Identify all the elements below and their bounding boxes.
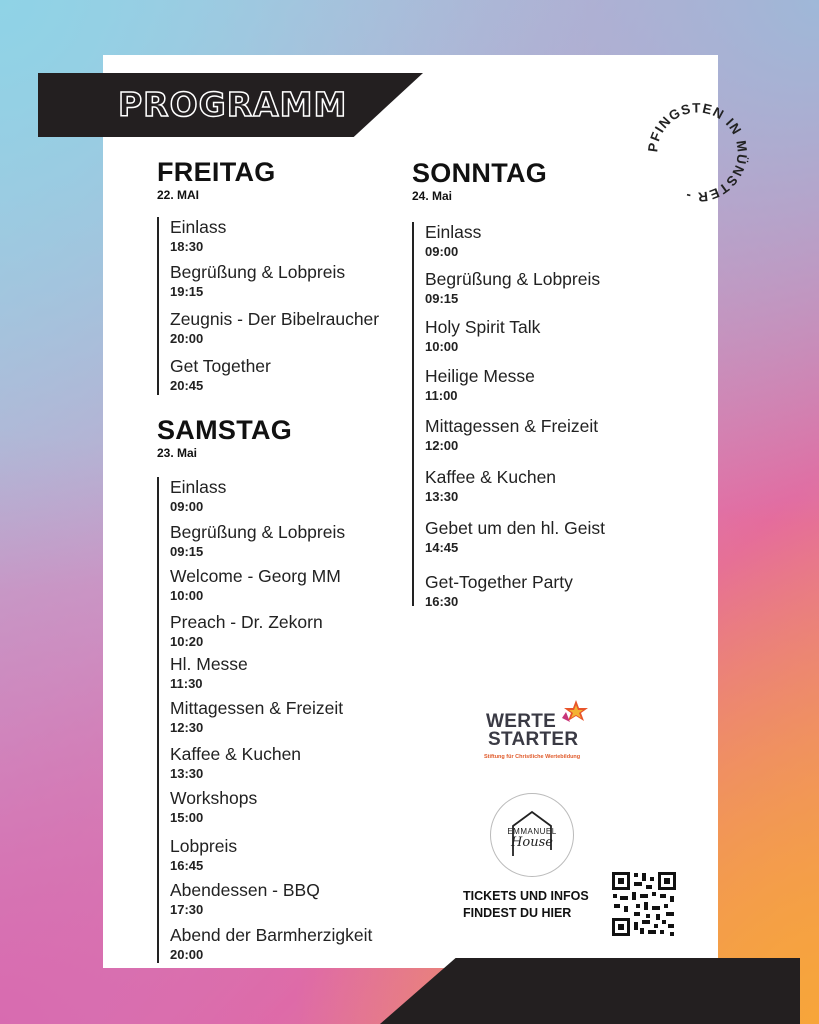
item-name: Lobpreis bbox=[170, 836, 238, 856]
schedule-item bbox=[170, 788, 257, 826]
item-time: 18:30 bbox=[170, 239, 204, 254]
day-saturday-header bbox=[157, 415, 292, 460]
schedule-item bbox=[170, 612, 323, 650]
item-time: 13:30 bbox=[170, 766, 204, 781]
day-sunday-header bbox=[412, 158, 547, 203]
item-name: Heilige Messe bbox=[425, 366, 535, 386]
schedule-item bbox=[170, 477, 226, 515]
item-time: 09:00 bbox=[425, 244, 459, 259]
schedule-item bbox=[170, 836, 237, 874]
werte-tagline: Stiftung für Christliche Wertebildung bbox=[484, 754, 581, 760]
schedule-item bbox=[425, 366, 535, 404]
werte-starter-logo bbox=[486, 713, 578, 749]
item-time: 13:30 bbox=[425, 489, 459, 504]
day-friday-header bbox=[157, 157, 276, 202]
item-name: Welcome - Georg MM bbox=[170, 566, 341, 586]
item-time: 15:00 bbox=[170, 810, 204, 825]
item-time: 20:00 bbox=[170, 947, 204, 962]
qr-code-icon[interactable] bbox=[610, 870, 678, 938]
schedule-item bbox=[425, 572, 573, 610]
item-name: Kaffee & Kuchen bbox=[170, 744, 302, 764]
item-name: Kaffee & Kuchen bbox=[425, 467, 557, 487]
schedule-item bbox=[170, 654, 248, 692]
werte-line1: WERTE bbox=[486, 711, 557, 732]
schedule-item bbox=[425, 467, 556, 505]
day-date: 24. Mai bbox=[412, 189, 453, 203]
item-time: 20:00 bbox=[170, 331, 204, 346]
day-title: SAMSTAG bbox=[157, 415, 293, 445]
schedule-saturday bbox=[157, 477, 373, 963]
item-time: 09:15 bbox=[170, 544, 204, 559]
tickets-line1: TICKETS UND INFOS bbox=[463, 889, 589, 903]
day-title: FREITAG bbox=[157, 157, 276, 187]
day-title: SONNTAG bbox=[412, 158, 548, 188]
schedule-item bbox=[170, 356, 271, 394]
emmanuel-house-logo bbox=[490, 793, 574, 877]
schedule-item bbox=[425, 518, 605, 556]
item-time: 10:00 bbox=[425, 339, 459, 354]
schedule-item bbox=[170, 217, 226, 255]
schedule-item bbox=[170, 309, 379, 347]
schedule-item bbox=[425, 317, 540, 355]
item-name: Einlass bbox=[425, 222, 482, 242]
item-time: 12:30 bbox=[170, 720, 204, 735]
item-name: Begrüßung & Lobpreis bbox=[170, 522, 346, 542]
item-time: 09:00 bbox=[170, 499, 204, 514]
item-time: 19:15 bbox=[170, 284, 204, 299]
item-name: Hl. Messe bbox=[170, 654, 248, 674]
item-time: 12:00 bbox=[425, 438, 459, 453]
item-time: 16:45 bbox=[170, 858, 204, 873]
schedule-item bbox=[170, 698, 343, 736]
tickets-line2: FINDEST DU HIER bbox=[463, 906, 572, 920]
item-name: Begrüßung & Lobpreis bbox=[425, 269, 601, 289]
day-date: 23. Mai bbox=[157, 446, 198, 460]
item-name: Begrüßung & Lobpreis bbox=[170, 262, 346, 282]
schedule-item bbox=[425, 416, 598, 454]
page-title: PROGRAMM bbox=[118, 85, 348, 124]
tickets-info bbox=[463, 888, 589, 922]
schedule-item bbox=[170, 262, 345, 300]
schedule-item bbox=[425, 269, 600, 307]
item-time: 09:15 bbox=[425, 291, 459, 306]
svg-text:PFINGSTEN IN MÜNSTER - bbox=[645, 100, 750, 204]
schedule-item bbox=[170, 744, 301, 782]
circular-badge bbox=[640, 95, 755, 210]
item-name: Abendessen - BBQ bbox=[170, 880, 320, 900]
item-name: Workshops bbox=[170, 788, 258, 808]
schedule-item bbox=[170, 880, 320, 918]
item-time: 10:00 bbox=[170, 588, 204, 603]
item-time: 17:30 bbox=[170, 902, 204, 917]
item-time: 11:00 bbox=[425, 388, 458, 403]
item-name: Einlass bbox=[170, 217, 227, 237]
schedule-item bbox=[170, 522, 345, 560]
item-time: 14:45 bbox=[425, 540, 459, 555]
item-name: Get Together bbox=[170, 356, 271, 376]
schedule-item bbox=[425, 222, 481, 260]
item-name: Holy Spirit Talk bbox=[425, 317, 541, 337]
item-time: 16:30 bbox=[425, 594, 459, 609]
item-name: Mittagessen & Freizeit bbox=[170, 698, 344, 718]
item-name: Einlass bbox=[170, 477, 227, 497]
house-script-text: House bbox=[511, 835, 553, 850]
item-name: Get-Together Party bbox=[425, 572, 573, 592]
schedule-item bbox=[170, 925, 372, 963]
emmanuel-text: EMMANUEL bbox=[507, 827, 557, 836]
day-date: 22. MAI bbox=[157, 188, 200, 202]
item-name: Gebet um den hl. Geist bbox=[425, 518, 605, 538]
schedule-sunday bbox=[412, 222, 605, 609]
item-time: 20:45 bbox=[170, 378, 204, 393]
item-name: Abend der Barmherzigkeit bbox=[170, 925, 373, 945]
badge-text: PFINGSTEN IN MÜNSTER - bbox=[645, 100, 750, 205]
item-name: Zeugnis - Der Bibelraucher bbox=[170, 309, 380, 329]
item-time: 11:30 bbox=[170, 676, 203, 691]
schedule-friday bbox=[157, 217, 380, 395]
werte-line2: STARTER bbox=[488, 729, 579, 750]
item-time: 10:20 bbox=[170, 634, 204, 649]
item-name: Preach - Dr. Zekorn bbox=[170, 612, 323, 632]
schedule-item bbox=[170, 566, 341, 604]
item-name: Mittagessen & Freizeit bbox=[425, 416, 599, 436]
